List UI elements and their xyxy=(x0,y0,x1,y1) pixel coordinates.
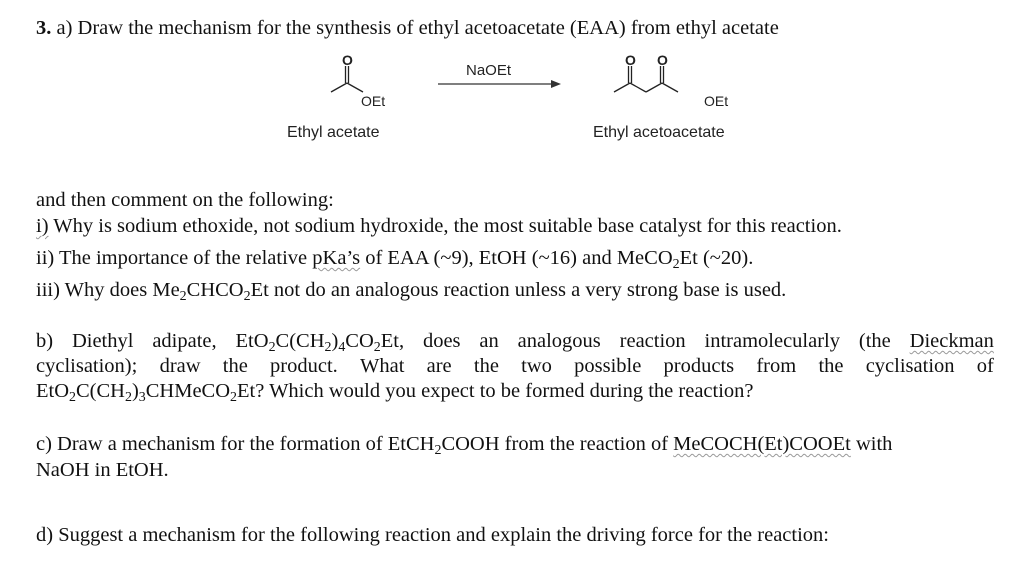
word: Diethyl xyxy=(71,330,134,352)
word: the xyxy=(222,355,248,377)
item-ii-text-a: ii) The importance of the relative xyxy=(36,247,313,269)
c1-c: with xyxy=(850,433,893,455)
c1-a: c) Draw a mechanism for the formation of EtCH xyxy=(36,433,435,455)
word: does xyxy=(422,330,461,352)
word: reaction xyxy=(619,330,686,352)
ethyl-acetoacetate-name: Ethyl acetoacetate xyxy=(593,124,725,141)
word: the xyxy=(473,355,499,377)
part-d-line: d) Suggest a mechanism for the following reaction and explain the driving force for the reaction: xyxy=(36,524,829,546)
item-i-number: i) xyxy=(36,215,49,237)
left-carbonyl-o: O xyxy=(342,52,353,68)
part-b-line-3: $EtO_2C(CH_2)_3CHMeCO_2Et$? Which would you expect to be formed during the reaction? xyxy=(36,380,754,405)
ethyl-acetate-name: Ethyl acetate xyxy=(287,124,380,141)
pka-term: pKa’s xyxy=(312,247,361,269)
word: cyclisation); xyxy=(36,355,138,377)
reagent-label: NaOEt xyxy=(466,62,512,79)
ethyl-acetoacetate-structure xyxy=(614,66,678,92)
subscript: 2 xyxy=(124,389,132,405)
word: intramolecularly xyxy=(704,330,841,352)
subscript: 2 xyxy=(69,389,76,405)
item-ii xyxy=(36,247,754,272)
reaction-arrow xyxy=(438,80,561,88)
b3-a: EtO xyxy=(36,380,70,402)
word: cyclisation xyxy=(865,355,955,377)
word: draw xyxy=(159,355,201,377)
subscript: 2 xyxy=(230,389,238,405)
word: product. xyxy=(270,355,338,377)
word: Dieckman xyxy=(909,330,994,352)
word: an xyxy=(479,330,499,352)
item-iii xyxy=(36,279,787,304)
word: $EtO_2C(CH_2)_4CO_2Et$, xyxy=(235,330,405,355)
item-ii-text-b: of EAA (~9), EtOH (~16) and MeCO xyxy=(360,247,673,269)
left-oet-label: OEt xyxy=(361,93,386,109)
item-ii-text-c: Et (~20). xyxy=(679,247,754,269)
word: adipate, xyxy=(152,330,217,352)
word: are xyxy=(426,355,452,377)
word: products xyxy=(663,355,735,377)
subscript: 2 xyxy=(434,442,442,458)
c1-b: COOH from the reaction of xyxy=(441,433,674,455)
word: b) xyxy=(36,330,54,352)
item-i xyxy=(36,216,842,237)
word: analogous xyxy=(517,330,601,352)
subscript: 2 xyxy=(672,256,680,272)
question-header-text: a) Draw the mechanism for the synthesis of ethyl acetoacetate (EAA) from ethyl acetate xyxy=(51,17,779,39)
word: What xyxy=(360,355,405,377)
right-carbonyl-o-2: O xyxy=(657,52,668,68)
word: two xyxy=(521,355,552,377)
part-c-line-2: NaOH in EtOH. xyxy=(36,459,169,481)
part-c-line-1 xyxy=(36,433,893,458)
subscript: 2 xyxy=(179,288,187,304)
word: (the xyxy=(858,330,891,352)
b3-b: C(CH xyxy=(76,380,125,402)
word: of xyxy=(976,355,994,377)
part-b-line-2 xyxy=(36,356,994,377)
word: the xyxy=(818,355,844,377)
comment-intro: and then comment on the following: xyxy=(36,189,334,211)
question-number: 3. xyxy=(36,17,52,39)
item-iii-text-c: Et not do an analogous reaction unless a very strong base is used. xyxy=(250,279,787,301)
ethyl-acetate-structure xyxy=(331,66,363,92)
c1-compound: MeCOCH(Et)COOEt xyxy=(673,433,851,455)
word: possible xyxy=(574,355,642,377)
b3-c: CHMeCO xyxy=(145,380,231,402)
subscript: 3 xyxy=(138,389,146,405)
subscript: 2 xyxy=(243,288,251,304)
item-iii-text-b: CHCO xyxy=(186,279,244,301)
right-oet-label: OEt xyxy=(704,93,729,109)
item-iii-text-a: iii) Why does Me xyxy=(36,279,180,301)
b3-d: Et? Which would you expect to be formed during the reaction? xyxy=(237,380,754,402)
right-carbonyl-o-1: O xyxy=(625,52,636,68)
part-b-line-1 xyxy=(36,330,994,355)
word: from xyxy=(756,355,797,377)
item-i-text: Why is sodium ethoxide, not sodium hydroxide, the most suitable base catalyst for this reaction. xyxy=(48,215,842,237)
